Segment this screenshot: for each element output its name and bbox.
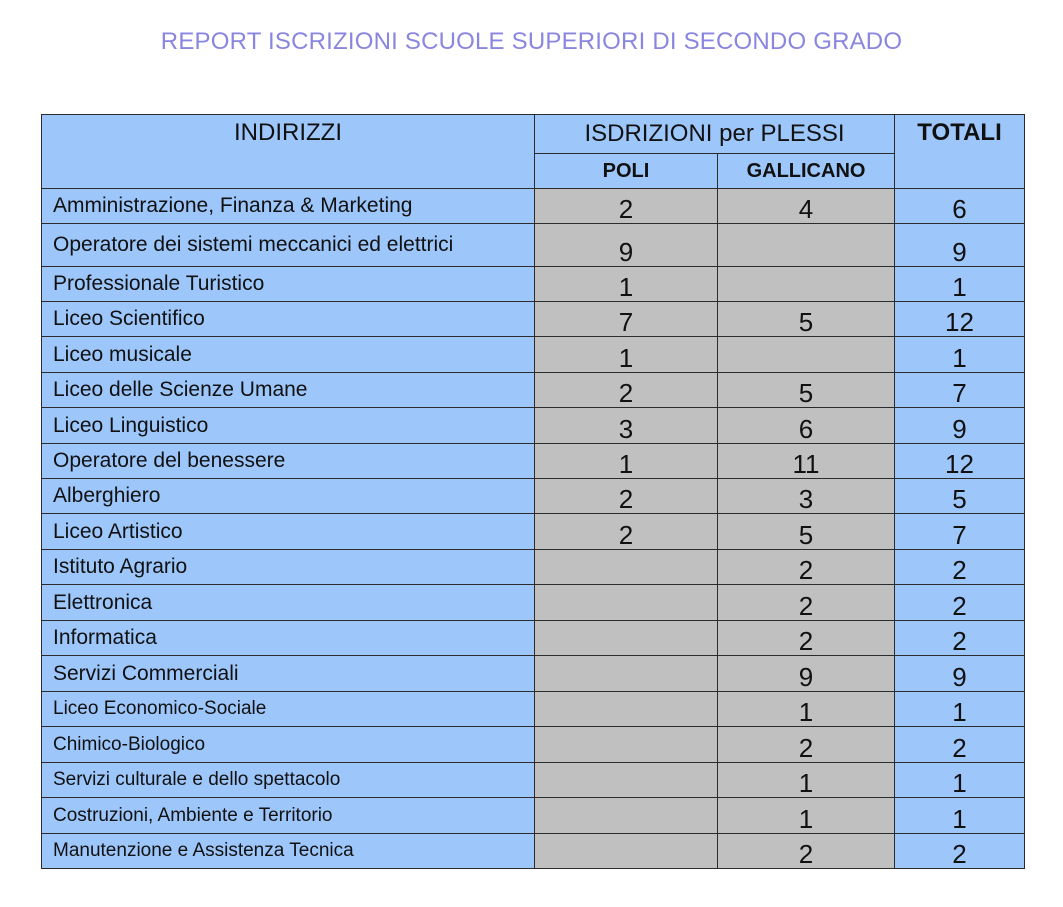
row-totale-value: 2 <box>895 585 1025 621</box>
row-poli-value <box>535 621 718 656</box>
row-poli-value: 2 <box>535 189 718 224</box>
row-gallicano-value: 1 <box>718 798 895 834</box>
table-row <box>42 763 1025 798</box>
row-poli-value <box>535 834 718 869</box>
table-row <box>42 267 1025 302</box>
row-indirizzo: Elettronica <box>42 585 535 621</box>
table-row <box>42 727 1025 763</box>
row-gallicano-value: 3 <box>718 479 895 514</box>
row-totale-value: 1 <box>895 267 1025 302</box>
row-totale-value: 12 <box>895 302 1025 337</box>
report-title: REPORT ISCRIZIONI SCUOLE SUPERIORI DI SECONDO GRADO <box>160 28 903 55</box>
row-totale-value: 2 <box>895 834 1025 869</box>
row-poli-value: 7 <box>535 302 718 337</box>
row-indirizzo: Alberghiero <box>42 479 535 514</box>
table-row <box>42 692 1025 727</box>
row-indirizzo: Costruzioni, Ambiente e Territorio <box>42 798 535 834</box>
table-row <box>42 224 1025 267</box>
row-indirizzo: Istituto Agrario <box>42 550 535 585</box>
header-totali: TOTALI <box>895 115 1025 189</box>
row-gallicano-value: 2 <box>718 550 895 585</box>
row-indirizzo: Chimico-Biologico <box>42 727 535 763</box>
table-row <box>42 302 1025 337</box>
table-row <box>42 514 1025 550</box>
row-gallicano-value: 5 <box>718 373 895 408</box>
row-poli-value <box>535 550 718 585</box>
row-gallicano-value: 4 <box>718 189 895 224</box>
table-row <box>42 621 1025 656</box>
row-indirizzo: Liceo delle Scienze Umane <box>42 373 535 408</box>
row-poli-value <box>535 798 718 834</box>
row-poli-value: 9 <box>535 224 718 267</box>
row-totale-value: 2 <box>895 621 1025 656</box>
table-row <box>42 189 1025 224</box>
row-gallicano-value <box>718 267 895 302</box>
row-gallicano-value: 2 <box>718 621 895 656</box>
row-totale-value: 2 <box>895 727 1025 763</box>
row-poli-value: 1 <box>535 267 718 302</box>
row-gallicano-value: 5 <box>718 302 895 337</box>
row-gallicano-value: 2 <box>718 585 895 621</box>
header-poli: POLI <box>535 154 718 189</box>
table-body <box>42 189 1025 869</box>
row-poli-value <box>535 763 718 798</box>
row-poli-value: 1 <box>535 337 718 373</box>
table-row <box>42 798 1025 834</box>
table-row <box>42 373 1025 408</box>
row-poli-value <box>535 692 718 727</box>
row-totale-value: 7 <box>895 373 1025 408</box>
row-gallicano-value: 6 <box>718 408 895 444</box>
row-poli-value: 2 <box>535 514 718 550</box>
row-totale-value: 9 <box>895 224 1025 267</box>
row-totale-value: 9 <box>895 656 1025 692</box>
row-indirizzo: Operatore del benessere <box>42 444 535 479</box>
row-indirizzo: Servizi Commerciali <box>42 656 535 692</box>
row-gallicano-value: 9 <box>718 656 895 692</box>
row-totale-value: 9 <box>895 408 1025 444</box>
row-indirizzo: Professionale Turistico <box>42 267 535 302</box>
table-row <box>42 585 1025 621</box>
row-poli-value: 2 <box>535 479 718 514</box>
row-indirizzo: Liceo Artistico <box>42 514 535 550</box>
row-indirizzo: Liceo musicale <box>42 337 535 373</box>
row-poli-value: 1 <box>535 444 718 479</box>
row-totale-value: 1 <box>895 763 1025 798</box>
row-gallicano-value: 1 <box>718 763 895 798</box>
row-totale-value: 1 <box>895 337 1025 373</box>
row-totale-value: 1 <box>895 798 1025 834</box>
row-totale-value: 1 <box>895 692 1025 727</box>
table-row <box>42 834 1025 869</box>
row-totale-value: 6 <box>895 189 1025 224</box>
row-indirizzo: Liceo Linguistico <box>42 408 535 444</box>
row-gallicano-value: 5 <box>718 514 895 550</box>
row-poli-value: 2 <box>535 373 718 408</box>
table-row <box>42 550 1025 585</box>
row-indirizzo: Informatica <box>42 621 535 656</box>
row-indirizzo: Manutenzione e Assistenza Tecnica <box>42 834 535 869</box>
row-gallicano-value: 11 <box>718 444 895 479</box>
header-indirizzi: INDIRIZZI <box>42 115 535 189</box>
header-plessi: ISDRIZIONI per PLESSI <box>535 115 895 154</box>
row-indirizzo: Amministrazione, Finanza & Marketing <box>42 189 535 224</box>
row-gallicano-value: 1 <box>718 692 895 727</box>
row-gallicano-value <box>718 337 895 373</box>
table-row <box>42 479 1025 514</box>
table-row <box>42 444 1025 479</box>
header-gallicano: GALLICANO <box>718 154 895 189</box>
table-row <box>42 656 1025 692</box>
row-indirizzo: Liceo Scientifico <box>42 302 535 337</box>
row-totale-value: 5 <box>895 479 1025 514</box>
row-gallicano-value: 2 <box>718 727 895 763</box>
row-totale-value: 2 <box>895 550 1025 585</box>
row-totale-value: 12 <box>895 444 1025 479</box>
row-indirizzo: Servizi culturale e dello spettacolo <box>42 763 535 798</box>
row-poli-value: 3 <box>535 408 718 444</box>
table-row <box>42 337 1025 373</box>
row-indirizzo: Liceo Economico-Sociale <box>42 692 535 727</box>
row-totale-value: 7 <box>895 514 1025 550</box>
row-gallicano-value <box>718 224 895 267</box>
row-poli-value <box>535 656 718 692</box>
row-poli-value <box>535 727 718 763</box>
row-indirizzo: Operatore dei sistemi meccanici ed elettrici <box>42 224 535 267</box>
table-row <box>42 408 1025 444</box>
enrollment-table <box>41 114 1025 869</box>
table-header <box>42 115 1025 189</box>
row-gallicano-value: 2 <box>718 834 895 869</box>
row-poli-value <box>535 585 718 621</box>
